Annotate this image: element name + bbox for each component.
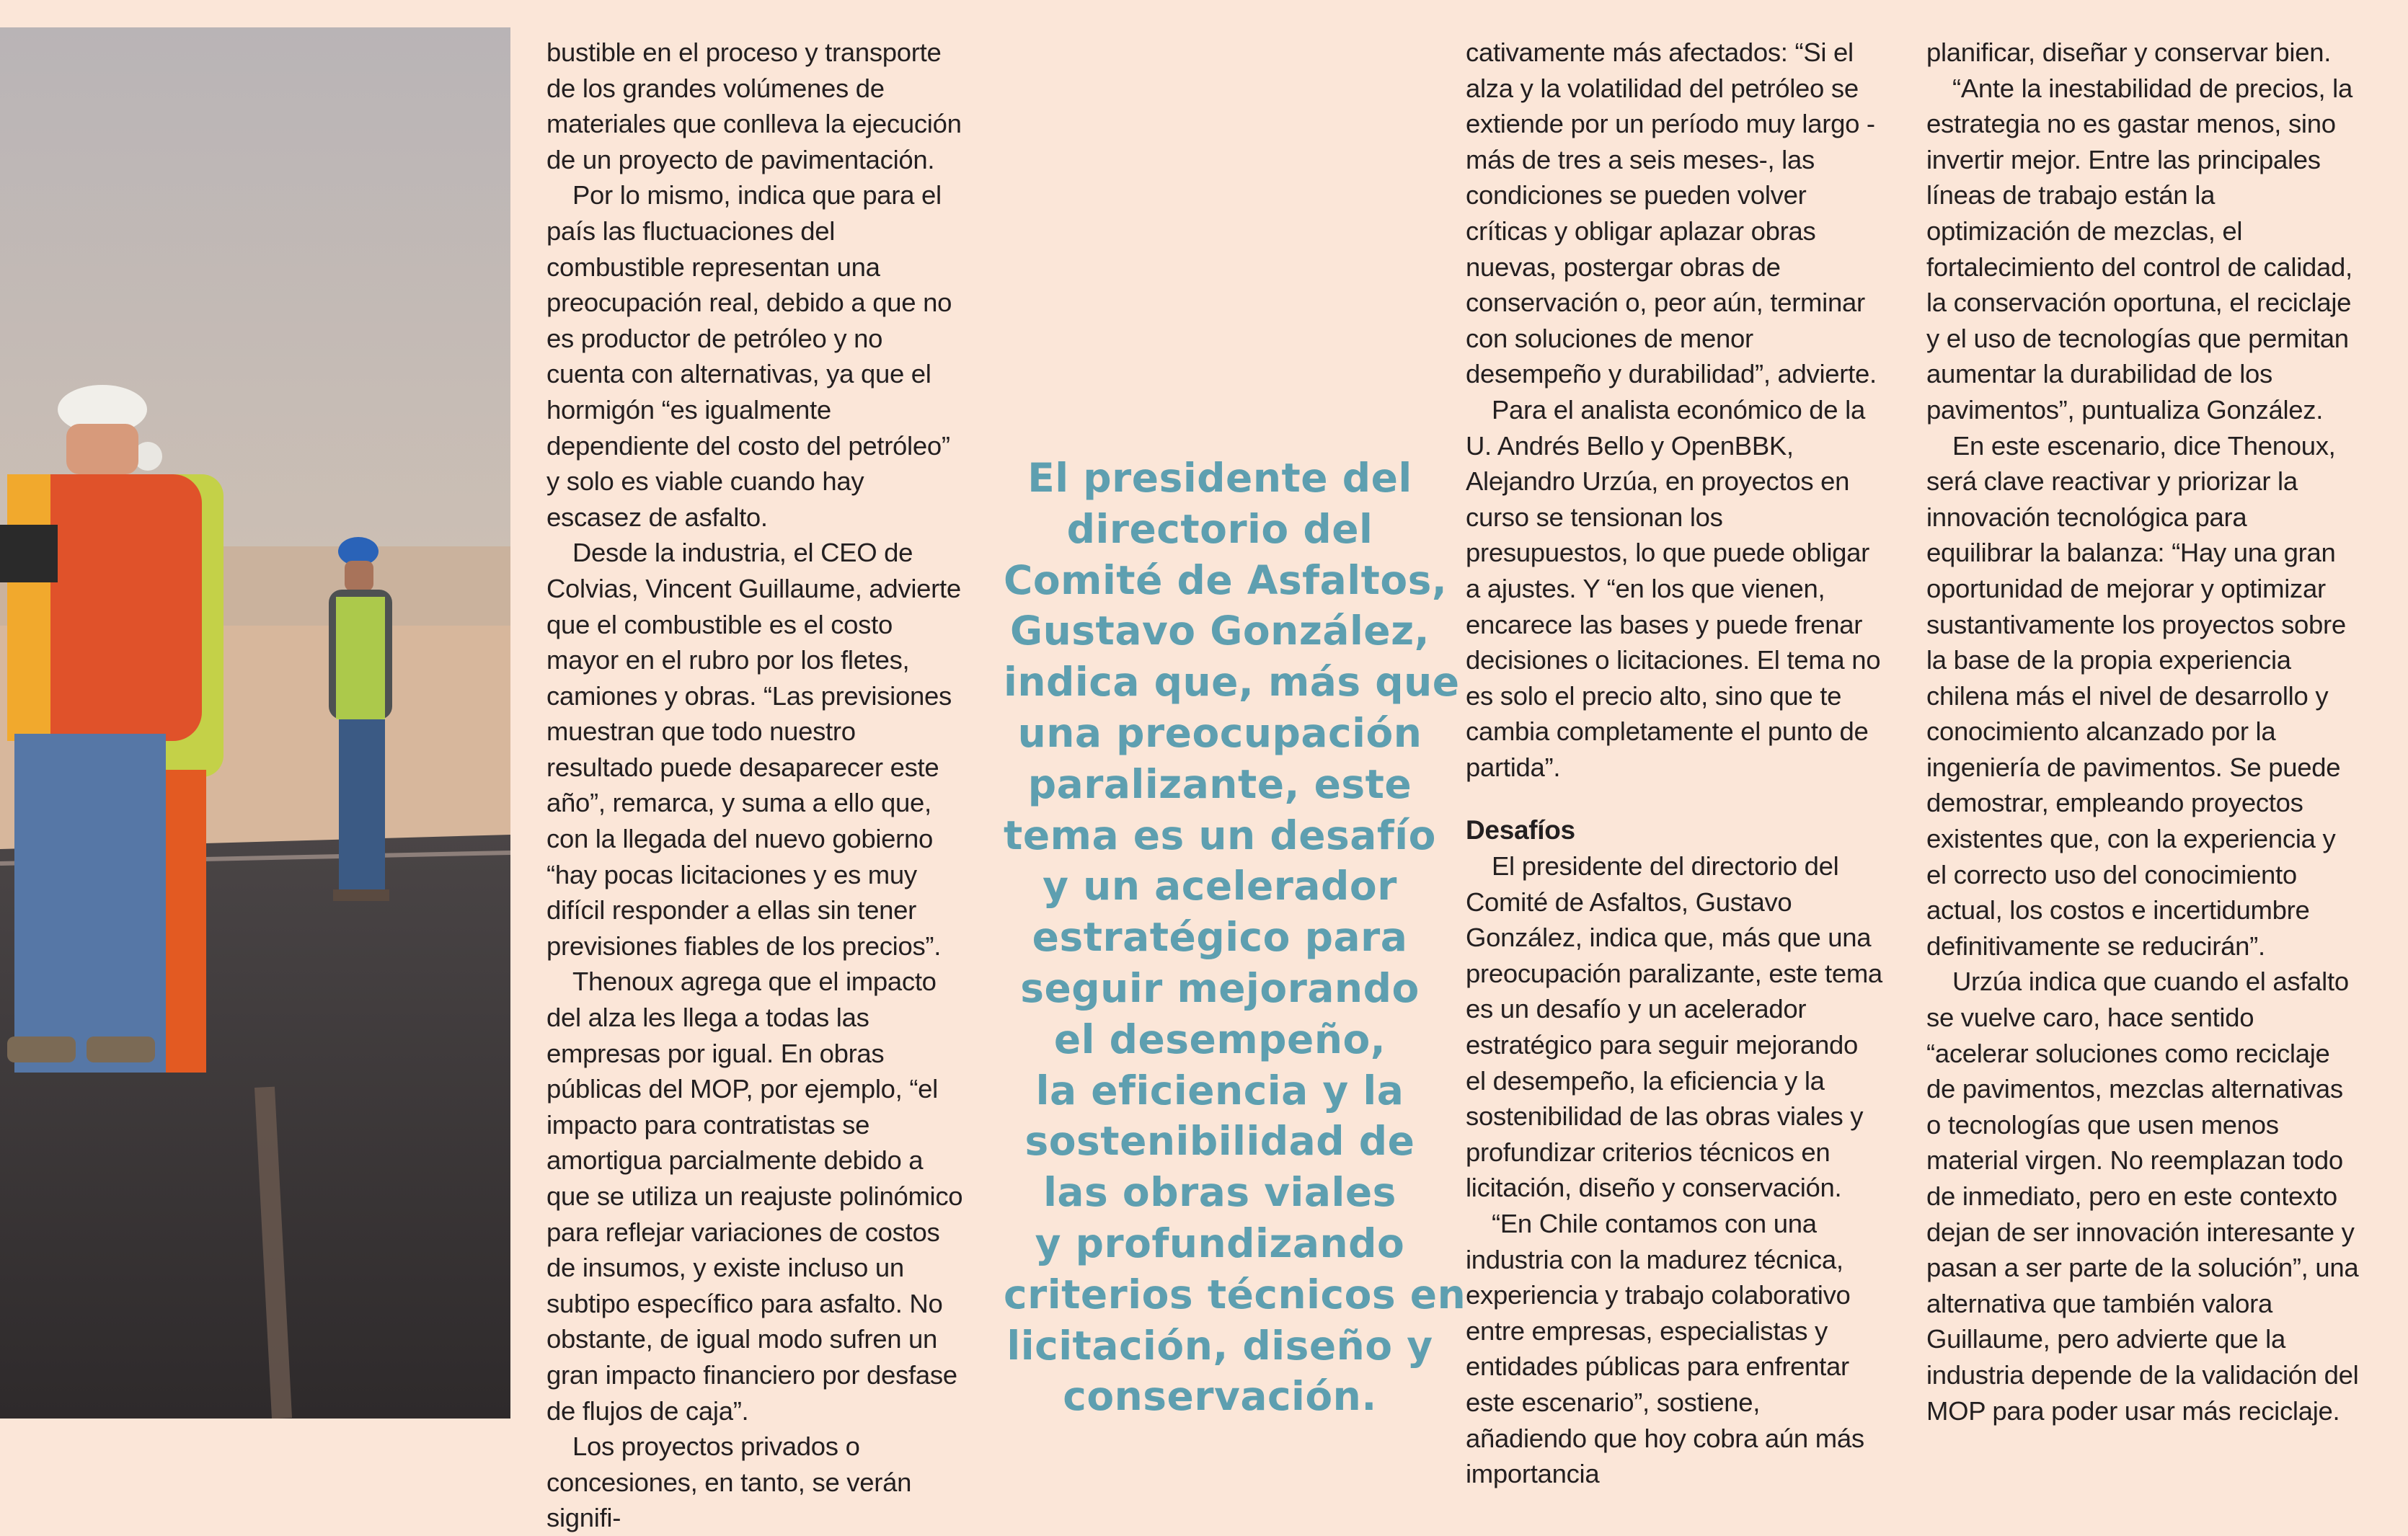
paragraph: Thenoux agrega que el impacto del alza les llega a todas las empresas por igual. En obras públicas del MOP, por ejemplo, “el impacto para contratistas se amortigua parcialmente debido a que se utiliza un reajuste polinómico para reflejar variaciones de costos de insumos, y existe incluso un subtipo específico para asfalto. No obstante, de igual modo sufren un gran impacto financiero por desfase de flujos de caja”.: [546, 967, 963, 1426]
paragraph: En este escenario, dice Thenoux, será clave reactivar y priorizar la innovación tecnológica para equilibrar la balanza: “Hay una gran oportunidad de mejorar y optimizar sustantivamente los proyectos sobre la base de la propia experiencia chilena más el nivel de desarrollo y conocimiento alcanzado por la ingeniería de pavimentos. Se puede demostrar, empleando proyectos existentes que, con la experiencia y el correcto uso del conocimiento actual, los costos e incertidumbre definitivamente se reducirán”.: [1926, 430, 2346, 961]
pull-quote-line: sostenibilidad de: [1024, 1118, 1415, 1165]
pull-quote-line: indica que, más que: [1004, 659, 1460, 706]
pull-quote-line: Comité de Asfaltos,: [1004, 556, 1448, 603]
paragraph: planificar, diseñar y conservar bien.: [1926, 37, 2332, 67]
paragraph: Por lo mismo, indica que para el país las fluctuaciones del combustible representan una preocupación real, debido a que no es productor de petróleo y no cuenta con alternativas, ya que el hormigón “es igualmente dependiente del costo del petróleo” y solo es viable cuando hay escasez de asfalto.: [546, 180, 952, 532]
section-heading: Desafíos: [1466, 815, 1575, 845]
paragraph: Para el analista económico de la U. Andrés Bello y OpenBBK, Alejandro Urzúa, en proyectos en curso se tensionan los presupuestos, lo que puede obligar a ajustes. Y “en los que vienen, encarece las bases y puede frenar decisiones o licitaciones. El tema no es solo el precio alto, sino que te cambia completamente el punto de partida”.: [1466, 394, 1881, 782]
pull-quote-line: las obras viales: [1043, 1169, 1396, 1216]
paragraph: El presidente del directorio del Comité de Asfaltos, Gustavo González, indica que, más que una preocupación paralizante, este tema es un desafío y un acelerador estratégico para seguir mejorando el desempeño, la eficiencia y la sostenibilidad de las obras viales y profundizar criterios técnicos en licitación, diseño y conservación.: [1466, 851, 1882, 1203]
paragraph: Desde la industria, el CEO de Colvias, Vincent Guillaume, advierte que el combustible es el costo mayor en el rubro por los fletes, camiones y obras. “Las previsiones muestran que todo nuestro resultado puede desaparecer este año”, remarca, y suma a ello que, con la llegada del nuevo gobierno “hay pocas licitaciones y es muy difícil responder a ellas sin tener previsiones fiables de los precios”.: [546, 538, 961, 961]
pull-quote-line: una preocupación: [1017, 709, 1422, 756]
paragraph: Los proyectos privados o concesiones, en tanto, se verán signifi-: [546, 1431, 912, 1533]
pull-quote-line: tema es un desafío: [1004, 812, 1436, 858]
pull-quote-line: El presidente del: [1027, 455, 1412, 501]
paragraph: “En Chile contamos con una industria con la madurez técnica, experiencia y trabajo colaborativo entre empresas, especialistas y entidades públicas para enfrentar este escenario”, sostiene, añadiendo que hoy cobra aún más importancia: [1466, 1209, 1864, 1489]
pull-quote-line: estratégico para: [1032, 914, 1408, 961]
pull-quote-line: licitación, diseño y: [1006, 1322, 1433, 1369]
road-workers-photo: [0, 27, 510, 1419]
article-column-3: [1466, 35, 1884, 1492]
photo-illustration: [0, 27, 510, 1419]
pull-quote-line: y un acelerador: [1043, 863, 1397, 910]
paragraph: “Ante la inestabilidad de precios, la estrategia no es gastar menos, sino invertir mejor. Entre las principales líneas de trabajo están la optimización de mezclas, el fortalecimiento del control de calidad, la conservación oportuna, el reciclaje y el uso de tecnologías que permitan aumentar la durabilidad de los pavimentos”, puntualiza González.: [1926, 73, 2352, 425]
pull-quote-line: criterios técnicos en: [1004, 1271, 1466, 1318]
pull-quote-line: la eficiencia y la: [1035, 1067, 1404, 1114]
article-column-1: [546, 35, 965, 1536]
pull-quote-line: el desempeño,: [1053, 1016, 1386, 1062]
paragraph: cativamente más afectados: “Si el alza y la volatilidad del petróleo se extiende por un período muy largo -más de tres a seis meses-, las condiciones se pueden volver críticas y obligar aplazar obras nuevas, postergar obras de conservación o, peor aún, terminar con soluciones de menor desempeño y durabilidad”, advierte.: [1466, 37, 1877, 389]
pull-quote-line: directorio del: [1066, 505, 1373, 552]
pull-quote: [1004, 453, 1466, 1422]
pull-quote-line: y profundizando: [1035, 1220, 1405, 1266]
pull-quote-line: conservación.: [1063, 1373, 1377, 1420]
paragraph: Urzúa indica que cuando el asfalto se vuelve caro, hace sentido “acelerar soluciones como reciclaje de pavimentos, mezclas alternativas o tecnologías que usen menos material virgen. No reemplazan todo de inmediato, pero en este contexto dejan de ser innovación interesante y pasan a ser parte de la solución”, una alternativa que también valora Guillaume, pero advierte que la industria depende de la validación del MOP para poder usar más reciclaje.: [1926, 967, 2359, 1426]
pull-quote-line: Gustavo González,: [1010, 608, 1430, 654]
paragraph: bustible en el proceso y transporte de los grandes volúmenes de materiales que conlleva la ejecución de un proyecto de pavimentación.: [546, 37, 962, 174]
pull-quote-line: paralizante, este: [1027, 760, 1412, 807]
pull-quote-line: seguir mejorando: [1020, 964, 1420, 1011]
article-column-4: [1926, 35, 2359, 1429]
